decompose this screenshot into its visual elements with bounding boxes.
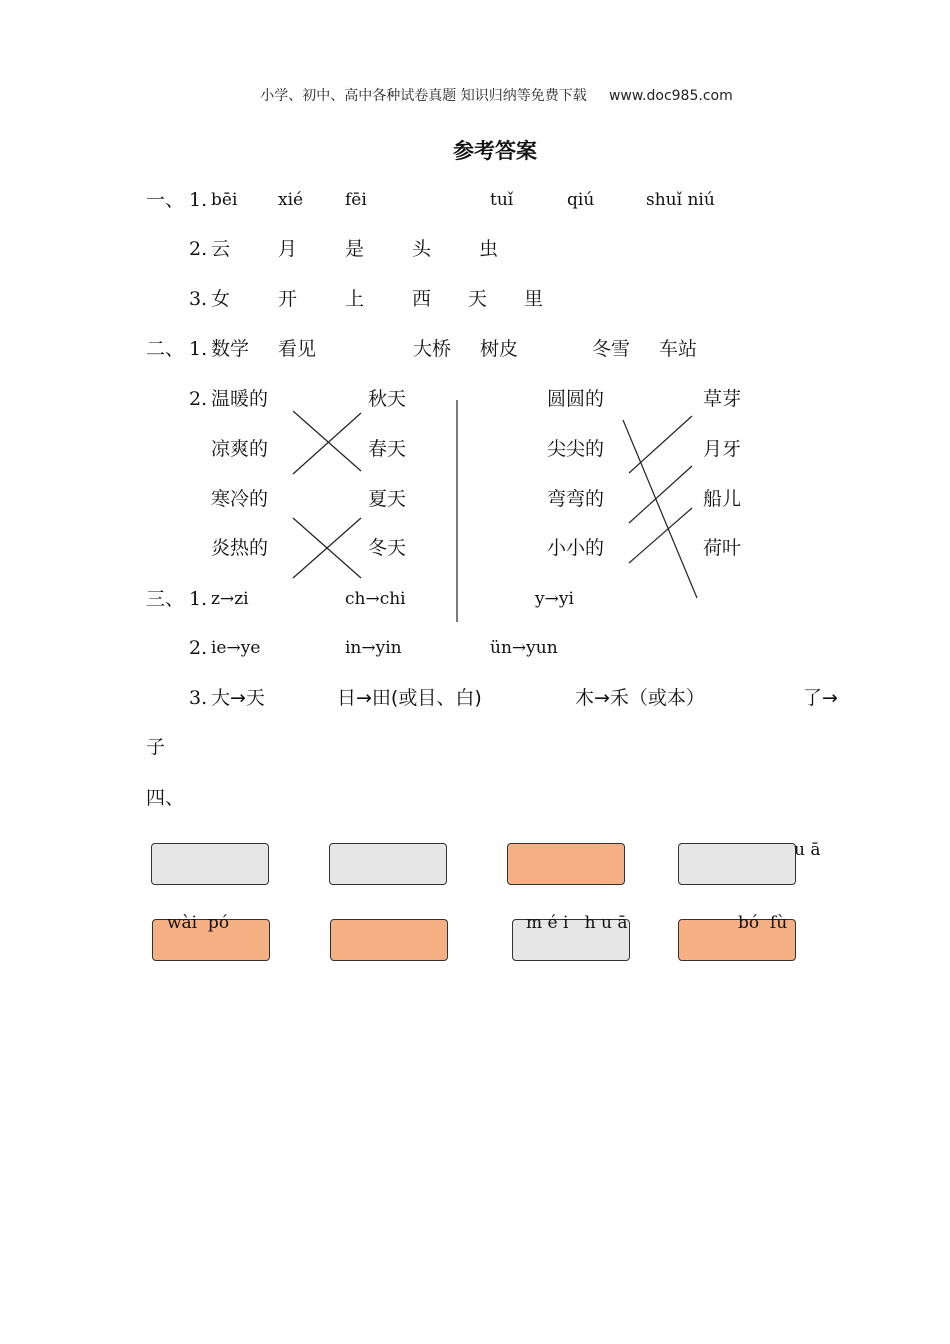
match-line xyxy=(629,466,692,523)
section2-marker: 二、 xyxy=(146,338,185,360)
left-noun: 冬天 xyxy=(368,537,407,559)
s1q2-item: 是 xyxy=(345,238,365,260)
left-noun: 春天 xyxy=(368,438,407,460)
s3q3-item: 了→ xyxy=(803,687,838,709)
row1-pinyin-fragment: u ā xyxy=(794,840,821,860)
s3q2-item: ün→yun xyxy=(490,638,558,658)
s3q3-item: 木→禾（或本） xyxy=(575,687,705,709)
s1q2-label: 2. xyxy=(189,238,208,260)
section4-marker: 四、 xyxy=(146,787,185,809)
left-adj: 寒冷的 xyxy=(211,488,269,510)
s1q2-item: 头 xyxy=(412,238,432,260)
match-line xyxy=(293,411,361,471)
s1q3-item: 里 xyxy=(524,288,544,310)
s2q1-item: 看见 xyxy=(278,338,317,360)
s1q3-item: 西 xyxy=(412,288,432,310)
right-noun: 月牙 xyxy=(703,438,742,460)
s2q1-label: 1. xyxy=(189,338,208,360)
left-adj: 温暖的 xyxy=(211,388,269,410)
match-line xyxy=(629,416,692,473)
s2q1-item: 数学 xyxy=(211,338,250,360)
s3q2-item: in→yin xyxy=(345,638,402,658)
row2-pinyin: m é i h u ā xyxy=(526,913,628,933)
right-adj: 小小的 xyxy=(547,537,605,559)
s2q1-item: 车站 xyxy=(659,338,698,360)
s1q1-item: qiú xyxy=(567,190,595,210)
answer-box-orange xyxy=(507,843,625,885)
s1q3-item: 开 xyxy=(278,288,298,310)
s3q1-item: z→zi xyxy=(211,589,249,609)
match-line xyxy=(623,420,697,598)
answer-box-orange xyxy=(330,919,448,961)
right-noun: 草芽 xyxy=(703,388,742,410)
s1q3-item: 女 xyxy=(211,288,231,310)
row2-pinyin: bó fù xyxy=(738,913,788,933)
s1q1-item: xié xyxy=(278,190,304,210)
answer-box-gray xyxy=(151,843,269,885)
left-noun: 秋天 xyxy=(368,388,407,410)
section1-marker: 一、 xyxy=(146,189,185,211)
s1q2-item: 月 xyxy=(278,238,298,260)
section3-marker: 三、 xyxy=(146,588,185,610)
s2q1-item: 冬雪 xyxy=(592,338,631,360)
row2-pinyin: wài pó xyxy=(167,913,230,933)
s3q3-item: 日→田(或目、白) xyxy=(337,687,482,709)
page-title: 参考答案 xyxy=(453,139,537,163)
s3q1-label: 1. xyxy=(189,588,208,610)
s3q2-item: ie→ye xyxy=(211,638,261,658)
s3q3-item: 大→天 xyxy=(211,687,265,709)
s1q2-item: 虫 xyxy=(479,238,499,260)
left-noun: 夏天 xyxy=(368,488,407,510)
right-adj: 弯弯的 xyxy=(547,488,605,510)
right-adj: 尖尖的 xyxy=(547,438,605,460)
s3q3-wrap: 子 xyxy=(146,736,166,758)
s1q3-item: 上 xyxy=(345,288,365,310)
s1q1-item: tuǐ xyxy=(490,190,514,210)
s1q2-item: 云 xyxy=(211,238,231,260)
s1q1-label: 1. xyxy=(189,189,208,211)
s3q3-label: 3. xyxy=(189,687,208,709)
answer-box-gray xyxy=(329,843,447,885)
right-adj: 圆圆的 xyxy=(547,388,605,410)
answer-box-gray xyxy=(678,843,796,885)
s1q3-item: 天 xyxy=(468,288,488,310)
right-noun: 船儿 xyxy=(703,488,742,510)
header-site: www.doc985.com xyxy=(608,88,733,104)
right-noun: 荷叶 xyxy=(703,537,742,559)
s2q1-item: 大桥 xyxy=(413,338,452,360)
header-text: 小学、初中、高中各种试卷真题 知识归纳等免费下载 xyxy=(260,88,587,104)
s1q1-item: bēi xyxy=(211,190,238,210)
left-adj: 炎热的 xyxy=(211,537,269,559)
s1q3-label: 3. xyxy=(189,288,208,310)
left-adj: 凉爽的 xyxy=(211,438,269,460)
s2q2-label: 2. xyxy=(189,388,208,410)
match-line xyxy=(293,413,361,474)
s2q1-item: 树皮 xyxy=(480,338,519,360)
s1q1-item: fēi xyxy=(345,190,367,210)
s3q1-item: ch→chi xyxy=(345,589,406,609)
s1q1-item: shuǐ niú xyxy=(646,190,715,210)
s3q2-label: 2. xyxy=(189,637,208,659)
match-line xyxy=(629,508,692,563)
s3q1-item: y→yi xyxy=(535,589,574,609)
